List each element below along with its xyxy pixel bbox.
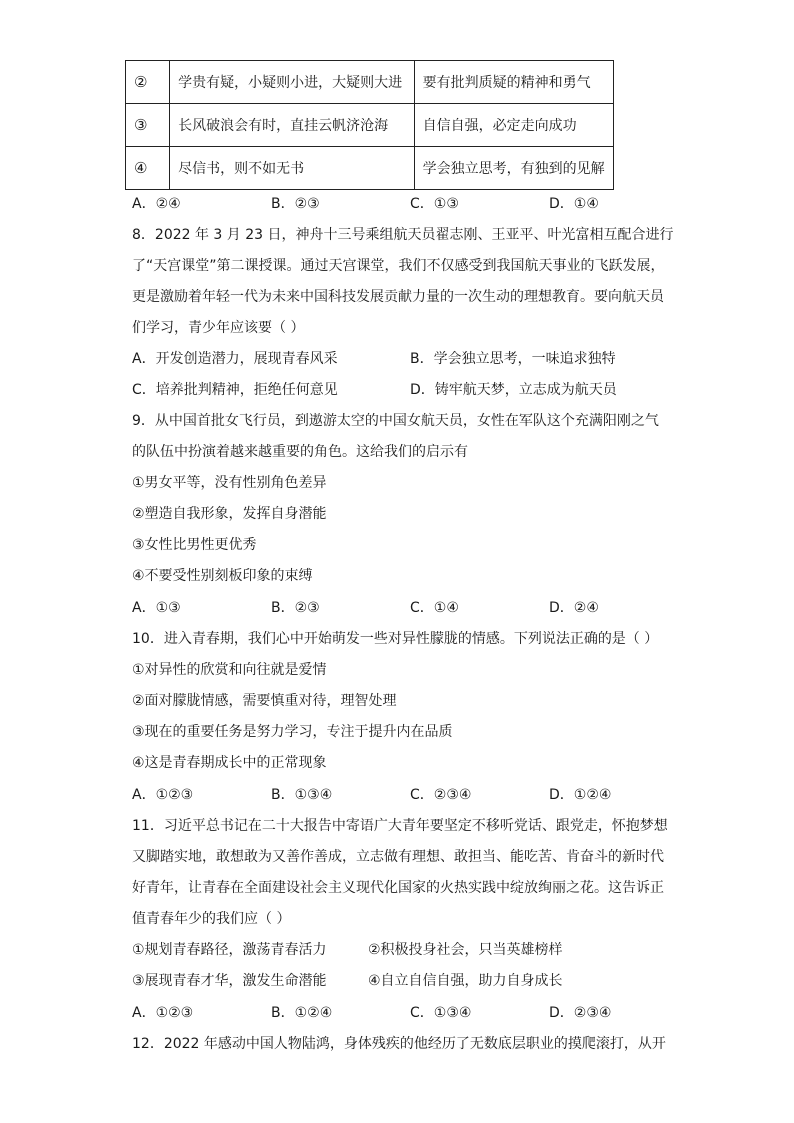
row-number: ④	[126, 147, 170, 190]
q7-option-c[interactable]: C．①③	[410, 196, 459, 212]
q9-statement: ④不要受性别刻板印象的束缚	[132, 568, 313, 584]
q8-option-d[interactable]: D．铸牢航天梦，立志成为航天员	[410, 382, 617, 398]
q11-option-a[interactable]: A．①②③	[132, 1005, 194, 1021]
q8-stem-line: 更是激励着年轻一代为未来中国科技发展贡献力量的一次生动的理想教育。要向航天员	[132, 289, 664, 305]
q9-option-d[interactable]: D．②④	[549, 600, 599, 616]
q10-option-b[interactable]: B．①③④	[271, 787, 333, 803]
meaning-cell: 自信自强，必定走向成功	[414, 104, 613, 147]
q10-statement: ③现在的重要任务是努力学习，专注于提升内在品质	[132, 724, 453, 740]
meaning-cell: 学会独立思考，有独到的见解	[414, 147, 613, 190]
q11-option-d[interactable]: D．②③④	[549, 1005, 612, 1021]
q11-stem-line: 又脚踏实地，敢想敢为又善作善成，立志做有理想、敢担当、能吃苦、肯奋斗的新时代	[132, 849, 664, 865]
q7-option-d[interactable]: D．①④	[549, 196, 599, 212]
q8-option-b[interactable]: B．学会独立思考，一味追求独特	[410, 351, 616, 367]
quote-table	[125, 60, 614, 190]
q9-option-b[interactable]: B．②③	[271, 600, 320, 616]
q10-option-c[interactable]: C．②③④	[410, 787, 472, 803]
q9-statement: ②塑造自我形象，发挥自身潜能	[132, 506, 327, 522]
meaning-cell: 要有批判质疑的精神和勇气	[414, 61, 613, 104]
q9-statement: ①男女平等，没有性别角色差异	[132, 475, 327, 491]
q8-stem-line: 8．2022 年 3 月 23 日，神舟十三号乘组航天员翟志刚、王亚平、叶光富相互配合进行	[132, 227, 674, 243]
q10-statement: ④这是青春期成长中的正常现象	[132, 755, 327, 771]
q12-stem-line: 12．2022 年感动中国人物陆鸿，身体残疾的他经历了无数底层职业的摸爬滚打，从开	[132, 1036, 666, 1052]
q10-statement: ①对异性的欣赏和向往就是爱情	[132, 662, 327, 678]
q8-option-a[interactable]: A．开发创造潜力，展现青春风采	[132, 351, 338, 367]
q10-stem-line: 10．进入青春期，我们心中开始萌发一些对异性朦胧的情感。下列说法正确的是（ ）	[132, 631, 659, 647]
saying-cell: 学贵有疑，小疑则小进，大疑则大进	[170, 61, 415, 104]
table-row	[126, 61, 614, 104]
row-number: ③	[126, 104, 170, 147]
q10-option-d[interactable]: D．①②④	[549, 787, 612, 803]
q9-stem-line: 的队伍中扮演着越来越重要的角色。这给我们的启示有	[132, 444, 468, 460]
q10-option-a[interactable]: A．①②③	[132, 787, 194, 803]
q9-option-c[interactable]: C．①④	[410, 600, 459, 616]
q11-option-b[interactable]: B．①②④	[271, 1005, 333, 1021]
saying-cell: 尽信书，则不如无书	[170, 147, 415, 190]
q10-statement: ②面对朦胧情感，需要慎重对待，理智处理	[132, 693, 397, 709]
row-number: ②	[126, 61, 170, 104]
q11-stem-line: 11．习近平总书记在二十大报告中寄语广大青年要坚定不移听党话、跟党走，怀抱梦想	[132, 818, 668, 834]
q7-option-b[interactable]: B．②③	[271, 196, 320, 212]
q11-option-c[interactable]: C．①③④	[410, 1005, 472, 1021]
table-row	[126, 104, 614, 147]
q11-statement: ②积极投身社会，只当英雄榜样	[368, 942, 563, 958]
q9-statement: ③女性比男性更优秀	[132, 537, 257, 553]
q11-stem-line: 好青年，让青春在全面建设社会主义现代化国家的火热实践中绽放绚丽之花。这告诉正	[132, 880, 664, 896]
q8-stem-line: 们学习，青少年应该要（ ）	[132, 320, 305, 336]
q8-option-c[interactable]: C．培养批判精神，拒绝任何意见	[132, 382, 338, 398]
q9-option-a[interactable]: A．①③	[132, 600, 181, 616]
q11-statement: ①规划青春路径，激荡青春活力	[132, 942, 327, 958]
q9-stem-line: 9．从中国首批女飞行员，到遨游太空的中国女航天员，女性在军队这个充满阳刚之气	[132, 413, 659, 429]
q11-stem-line: 值青春年少的我们应（ ）	[132, 911, 291, 927]
q8-stem-line: 了“天宫课堂”第二课授课。通过天宫课堂，我们不仅感受到我国航天事业的飞跃发展，	[132, 258, 665, 274]
q7-option-a[interactable]: A．②④	[132, 196, 181, 212]
table-row	[126, 147, 614, 190]
q11-statement: ④自立自信自强，助力自身成长	[368, 973, 563, 989]
saying-cell: 长风破浪会有时，直挂云帆济沧海	[170, 104, 415, 147]
q11-statement: ③展现青春才华，激发生命潜能	[132, 973, 327, 989]
